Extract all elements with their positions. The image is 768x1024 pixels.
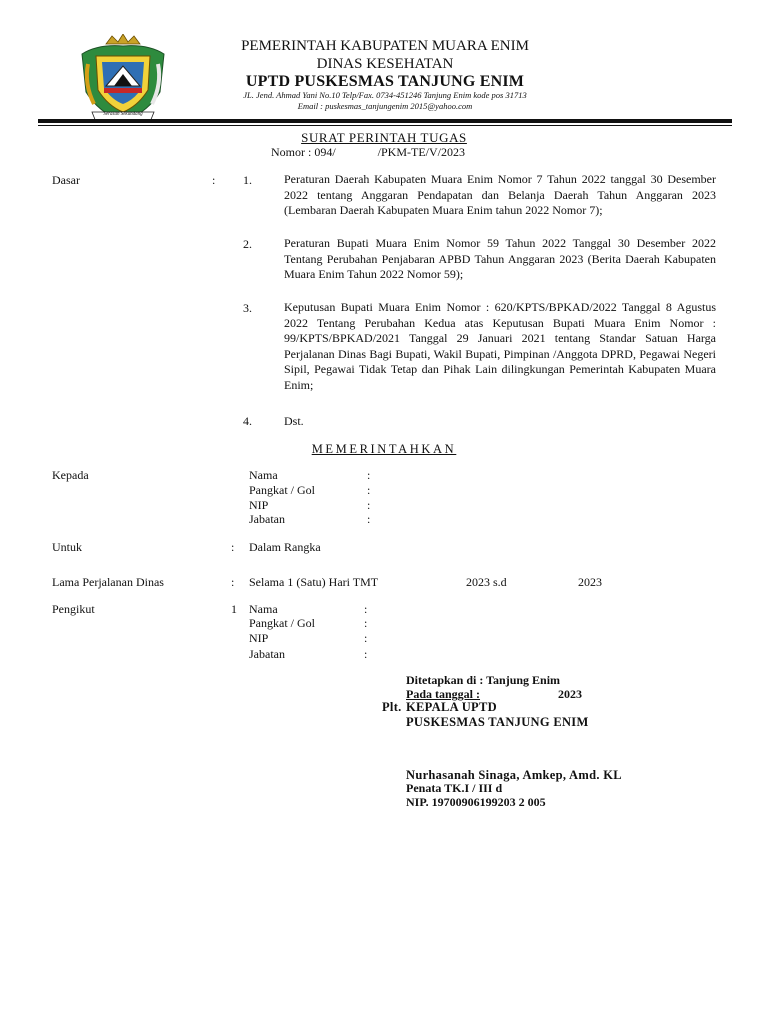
dasar-item-1-text: Peraturan Daerah Kabupaten Muara Enim Nomor 7 Tahun 2022 tanggal 30 Desember 2022 tentang Anggaran Pendapatan dan Belanja Daerah Tahun Anggaran 2023 (Lembaran Daerah Kabupaten Muara Enim tahun 2022 Nomor 7);: [284, 172, 716, 217]
plt-label: Plt.: [382, 700, 402, 714]
lama-value: Selama 1 (Satu) Hari TMT: [249, 575, 379, 589]
kepada-nip-label: NIP: [249, 498, 269, 512]
untuk-value: Dalam Rangka: [249, 540, 321, 554]
dasar-item-4-num: 4.: [243, 414, 252, 428]
untuk-colon: :: [231, 540, 235, 554]
dasar-item-2-num: 2.: [243, 237, 252, 251]
nomor-label: Nomor : 094/: [271, 145, 336, 159]
pengikut-nip-label: NIP: [249, 631, 269, 645]
pengikut-nama-colon: :: [364, 602, 368, 616]
dasar-item-3-text: Keputusan Bupati Muara Enim Nomor : 620/KPTS/BPKAD/2022 Tanggal 8 Agustus 2022 Tentang Perubahan Kedua atas Keputusan Bupati Muara Enim Nomor : 99/KPTS/BPKAD/2021 Tanggal 29 Januari 2021 tentang Standar Satuan Harga Perjalanan Dinas Bagi Bupati, Wakil Bupati, Pimpinan /Anggota DPRD, Pegawai Negeri Sipil, Pegawai Tidak Tetap dan Pihak Lain dilingkungan Pemerintah Kabupaten Muara Enim;: [284, 300, 716, 392]
dasar-item-2-text: Peraturan Bupati Muara Enim Nomor 59 Tahun 2022 Tanggal 30 Desember 2022 Tentang Perubahan Penjabaran APBD Tahun Anggaran 2023 (Berita Daerah Kabupaten Muara Enim Tahun 2022 Nomor 59);: [284, 236, 716, 281]
kepada-jabatan-label: Jabatan: [249, 512, 285, 526]
memerintahkan-heading: [0, 442, 768, 457]
letterhead-divider-thin: [38, 125, 732, 126]
memerintahkan-text: MEMERINTAHKAN: [311, 442, 457, 456]
lama-label: Lama Perjalanan Dinas: [52, 575, 164, 589]
kepada-label: Kepada: [52, 468, 89, 482]
kepada-pangkat-label: Pangkat / Gol: [249, 483, 315, 497]
pengikut-label: Pengikut: [52, 602, 95, 616]
dasar-item-1-num: 1.: [243, 173, 252, 187]
document-title: [0, 130, 768, 146]
kepada-nama-colon: :: [367, 468, 371, 482]
pengikut-pangkat-label: Pangkat / Gol: [249, 616, 315, 630]
lama-colon: :: [231, 575, 235, 589]
letterhead-divider-thick: [38, 119, 732, 123]
pada-tanggal-year: 2023: [558, 687, 582, 701]
document-title-text: SURAT PERINTAH TUGAS: [301, 130, 467, 145]
kepada-nip-colon: :: [367, 498, 371, 512]
document-number: [271, 145, 465, 160]
pengikut-jabatan-label: Jabatan: [249, 647, 285, 661]
dasar-item-3-num: 3.: [243, 301, 252, 315]
dasar-item-4-text: Dst.: [284, 414, 304, 428]
signer-nip: NIP. 19700906199203 2 005: [406, 795, 546, 809]
pengikut-num: 1: [231, 602, 237, 616]
pengikut-pangkat-colon: :: [364, 616, 368, 630]
logo-ribbon-text: Serasan Sekundang: [103, 112, 143, 117]
lama-from-year: 2023 s.d: [466, 575, 507, 589]
pada-tanggal-label: Pada tanggal :: [406, 687, 481, 701]
government-name: PEMERINTAH KABUPATEN MUARA ENIM: [241, 38, 529, 54]
signer-name: Nurhasanah Sinaga, Amkep, Amd. KL: [406, 768, 622, 782]
institution-name: UPTD PUSKESMAS TANJUNG ENIM: [245, 73, 525, 90]
lama-to-year: 2023: [578, 575, 602, 589]
pengikut-nip-colon: :: [364, 631, 368, 645]
kepada-jabatan-colon: :: [367, 512, 371, 526]
untuk-label: Untuk: [52, 540, 82, 554]
kepada-nama-label: Nama: [249, 468, 278, 482]
nomor-suffix: /PKM-TE/V/2023: [377, 145, 466, 159]
pengikut-nama-label: Nama: [249, 602, 278, 616]
department-name: DINAS KESEHATAN: [316, 56, 454, 72]
address-line: JL. Jend. Ahmad Yani No.10 Telp/Fax. 0734-451246 Tanjung Enim kode pos 31713: [243, 90, 527, 100]
signer-rank: Penata TK.I / III d: [406, 781, 503, 795]
dasar-label: Dasar: [52, 173, 80, 187]
ditetapkan-di: Ditetapkan di : Tanjung Enim: [406, 673, 561, 687]
signer-position-2: PUSKESMAS TANJUNG ENIM: [406, 715, 589, 729]
pengikut-jabatan-colon: :: [364, 647, 368, 661]
dasar-colon: :: [212, 173, 216, 187]
regency-logo: [78, 34, 168, 126]
signer-position-1: KEPALA UPTD: [406, 700, 497, 714]
email-line: Email : puskesmas_tanjungenim 2015@yahoo.com: [297, 101, 473, 111]
kepada-pangkat-colon: :: [367, 483, 371, 497]
